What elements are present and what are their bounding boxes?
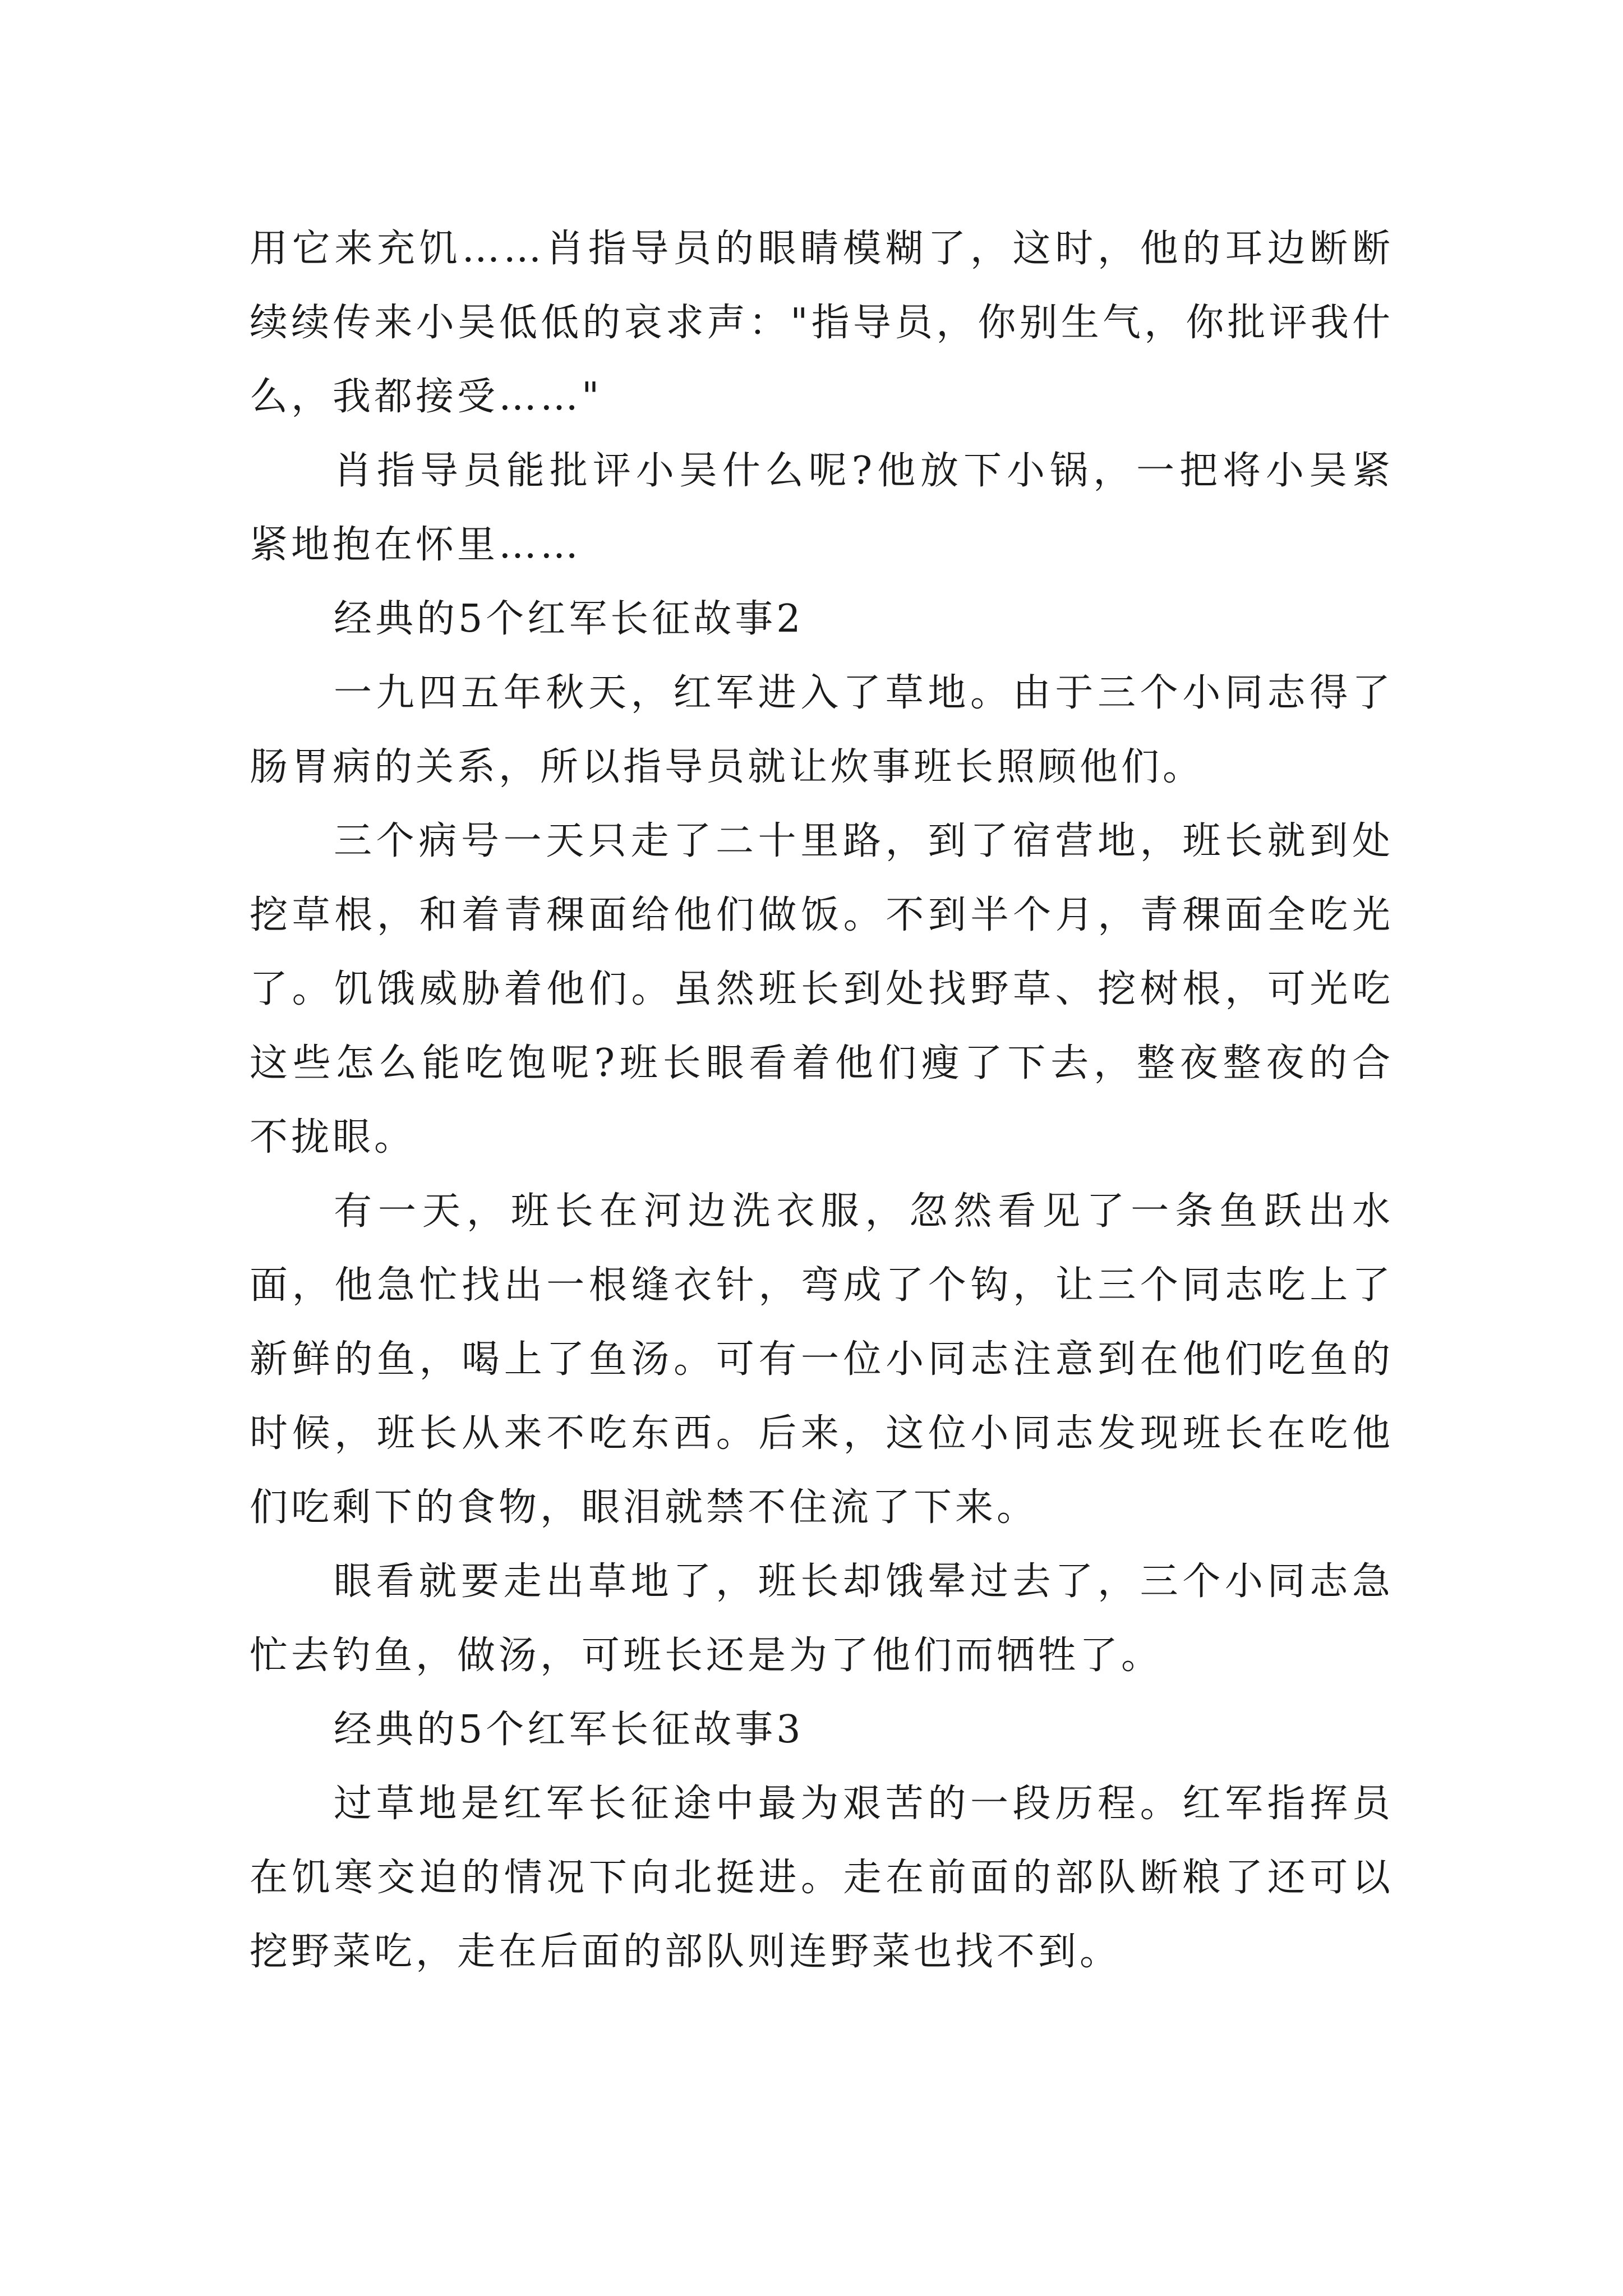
paragraph: 过草地是红军长征途中最为艰苦的一段历程。红军指挥员在饥寒交迫的情况下向北挺进。走在前面的部队断粮了还可以挖野菜吃，走在后面的部队则连野菜也找不到。 xyxy=(250,1782,1394,1974)
paragraph: 三个病号一天只走了二十里路，到了宿营地，班长就到处挖草根，和着青稞面给他们做饭。不到半个月，青稞面全吃光了。饥饿威胁着他们。虽然班长到处找野草、挖树根，可光吃这些怎么能吃饱呢?班长眼看着他们瘦了下去，整夜整夜的合不拢眼。 xyxy=(250,819,1394,1159)
document-body xyxy=(250,212,1394,1989)
paragraph: 肖指导员能批评小吴什么呢?他放下小锅，一把将小吴紧紧地抱在怀里…… xyxy=(250,449,1394,567)
section-heading: 经典的5个红军长征故事2 xyxy=(334,597,804,641)
paragraph: 有一天，班长在河边洗衣服，忽然看见了一条鱼跃出水面，他急忙找出一根缝衣针，弯成了个钩，让三个同志吃上了新鲜的鱼，喝上了鱼汤。可有一位小同志注意到在他们吃鱼的时候，班长从来不吃东西。后来，这位小同志发现班长在吃他们吃剩下的食物，眼泪就禁不住流了下来。 xyxy=(250,1189,1394,1530)
paragraph: 一九四五年秋天，红军进入了草地。由于三个小同志得了肠胃病的关系，所以指导员就让炊事班长照顾他们。 xyxy=(250,671,1394,789)
paragraph: 眼看就要走出草地了，班长却饿晕过去了，三个小同志急忙去钓鱼，做汤，可班长还是为了他们而牺牲了。 xyxy=(250,1559,1394,1678)
paragraph: 用它来充饥……肖指导员的眼睛模糊了，这时，他的耳边断断续续传来小吴低低的哀求声："指导员，你别生气，你批评我什么，我都接受……" xyxy=(250,227,1394,419)
section-heading: 经典的5个红军长征故事3 xyxy=(334,1708,804,1752)
